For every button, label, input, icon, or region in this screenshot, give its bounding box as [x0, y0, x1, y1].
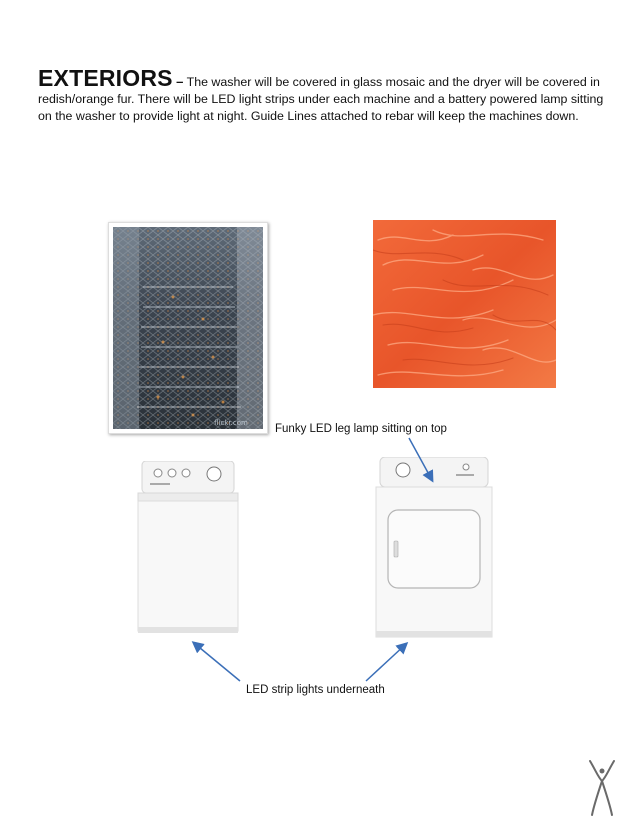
lamp-caption: Funky LED leg lamp sitting on top — [275, 423, 447, 435]
page-title: EXTERIORS — [38, 65, 173, 91]
led-caption: LED strip lights underneath — [246, 684, 385, 696]
description-text: The washer will be covered in glass mosaic and the dryer will be covered in redish/orange fur. There will be LED light strips under each machine and a battery powered lamp sitting on the washer to provide light at night. Guide Lines attached to rebar will keep the machines down. — [38, 75, 604, 123]
mosaic-watermark: flickr.com — [214, 419, 248, 427]
led-arrow-dryer — [366, 644, 406, 681]
figure-logo — [584, 757, 620, 817]
led-arrow-washer — [194, 643, 240, 681]
lamp-arrow — [409, 438, 432, 480]
title-dash: – — [176, 74, 184, 89]
